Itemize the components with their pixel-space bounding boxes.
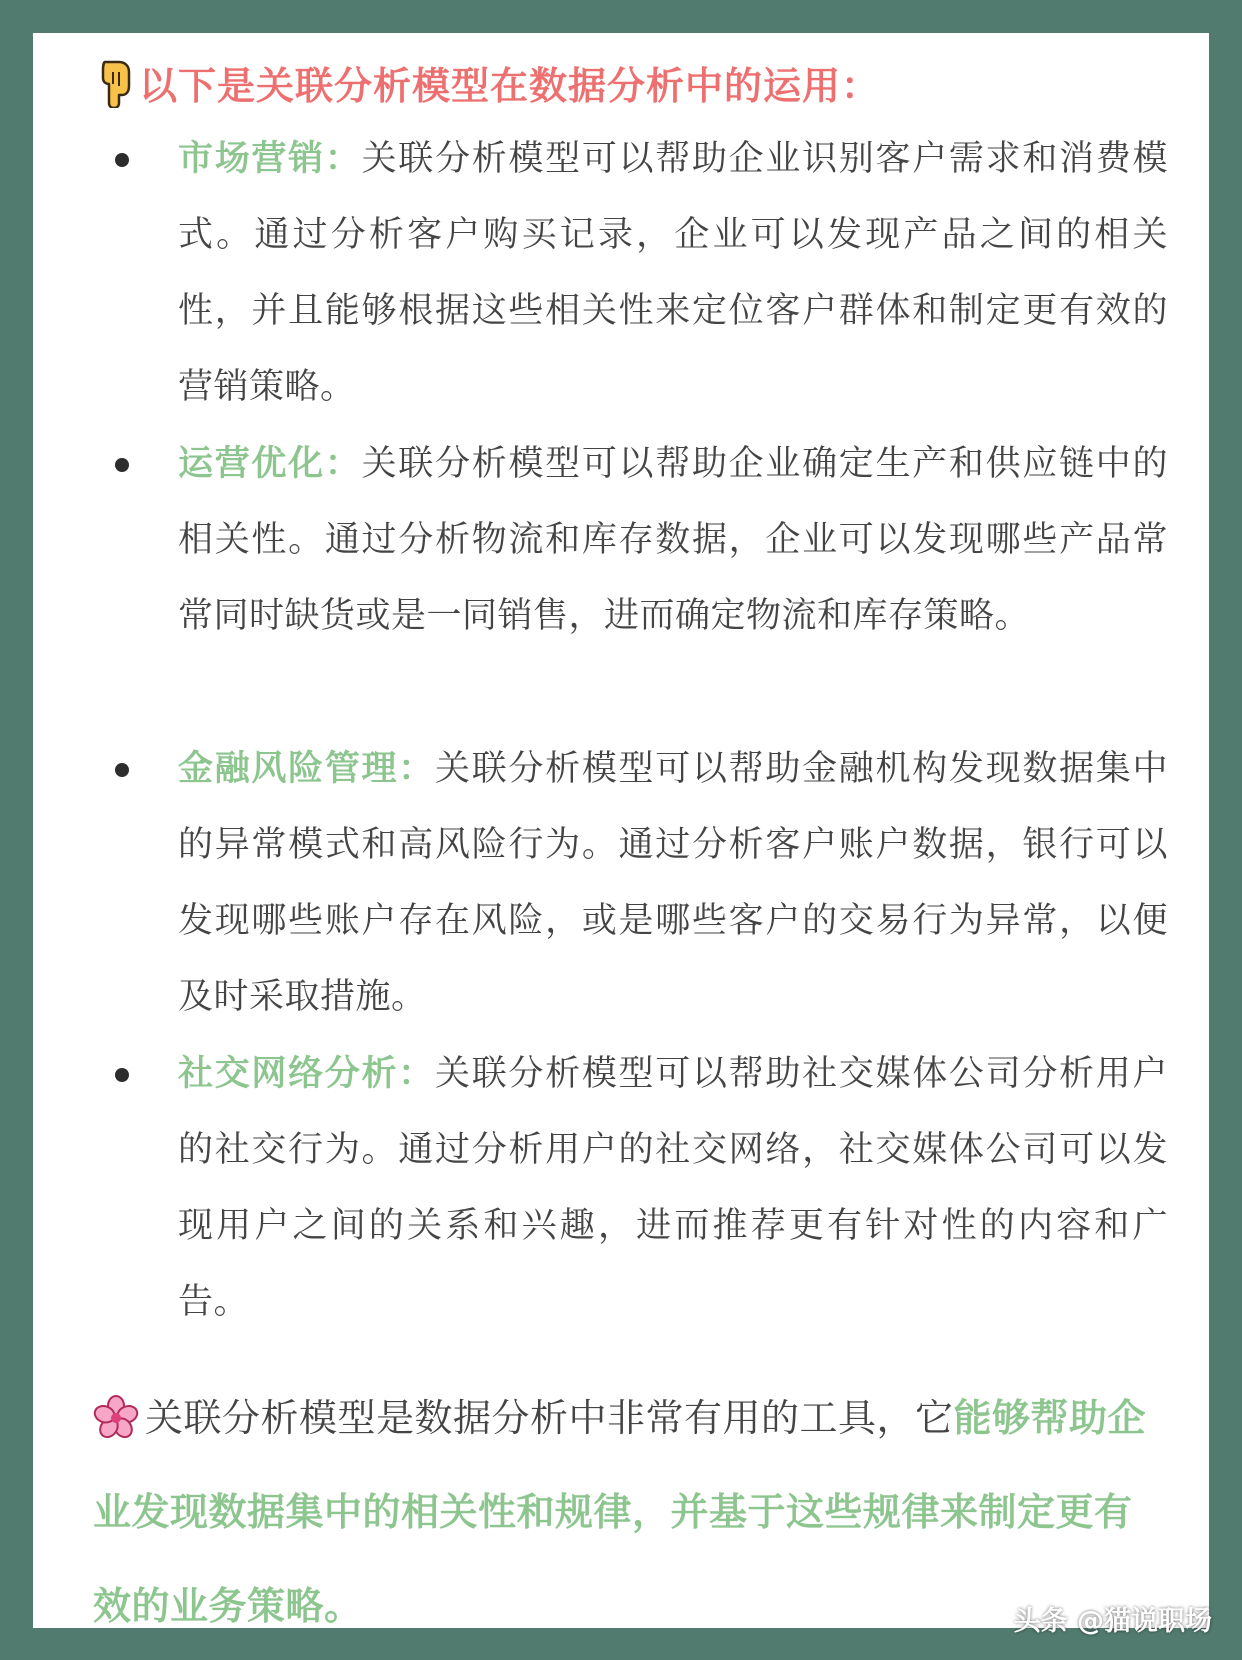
bullet: [115, 1068, 129, 1082]
watermark: 头条 @猫说职场: [1013, 1606, 1212, 1637]
heading-text: 以下是关联分析模型在数据分析中的运用：: [139, 64, 881, 108]
bullet: [115, 763, 129, 777]
list-item-text: [178, 121, 1168, 425]
summary-text: 关联分析模型是数据分析中非常有用的工具，它: [145, 1396, 954, 1440]
bullet: [115, 153, 129, 167]
item-description: 关联分析模型可以帮助金融机构发现数据集中的异常模式和高风险行为。通过分析客户账户数据，银行可以发现哪些账户存在风险，或是哪些客户的交易行为异常，以便及时采取措施。: [178, 749, 1168, 1017]
list-item-text: [178, 426, 1168, 654]
item-description: 关联分析模型可以帮助社交媒体公司分析用户的社交行为。通过分析用户的社交网络，社交媒体公司可以发现用户之间的关系和兴趣，进而推荐更有针对性的内容和广告。: [178, 1054, 1168, 1322]
item-term: 社交网络分析：: [178, 1054, 435, 1094]
list-item-text: [178, 1036, 1168, 1340]
section-heading: [95, 55, 880, 110]
list-item-text: [178, 731, 1168, 1035]
content-card: [33, 33, 1209, 1628]
cherry-blossom-icon: [93, 1395, 139, 1441]
item-description: 关联分析模型可以帮助企业确定生产和供应链中的相关性。通过分析物流和库存数据，企业可以发现哪些产品常常同时缺货或是一同销售，进而确定物流和库存策略。: [178, 444, 1168, 636]
item-term: 市场营销：: [178, 139, 362, 179]
summary-paragraph: [93, 1371, 1163, 1653]
summary-highlight: 能够帮助企业发现数据集中的相关性和规律，并基于这些规律来制定更有效的业务策略。: [93, 1396, 1147, 1628]
pointing-down-icon: [95, 58, 133, 108]
item-term: 金融风险管理：: [178, 749, 435, 789]
item-term: 运营优化：: [178, 444, 362, 484]
bullet: [115, 458, 129, 472]
item-description: 关联分析模型可以帮助企业识别客户需求和消费模式。通过分析客户购买记录，企业可以发现产品之间的相关性，并且能够根据这些相关性来定位客户群体和制定更有效的营销策略。: [178, 139, 1168, 407]
